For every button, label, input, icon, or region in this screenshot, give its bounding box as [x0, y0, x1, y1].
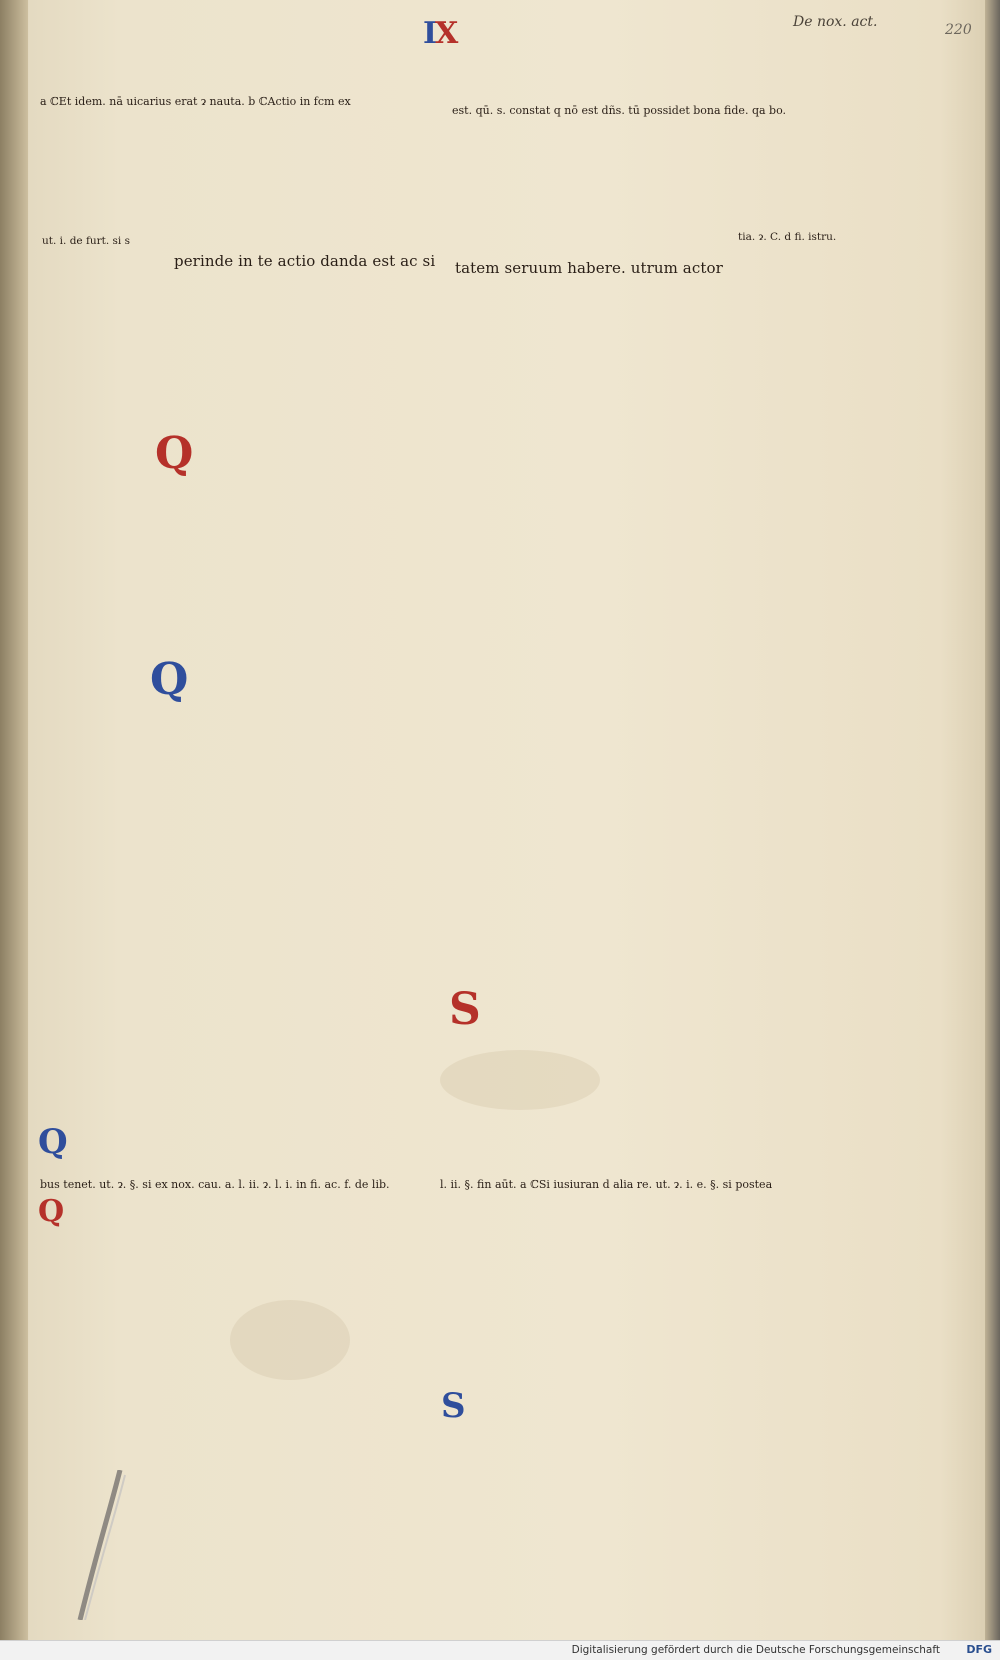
initial-s-bottom: S — [441, 1386, 466, 1426]
binding-gutter — [0, 0, 28, 1640]
bottom-right-gloss — [440, 1175, 870, 1465]
left-main-column — [174, 250, 436, 1175]
footer-bar — [0, 1640, 1000, 1660]
dfg-logo: DFG — [966, 1643, 992, 1656]
bottom-left-gloss — [40, 1175, 432, 1455]
folio-mark: IX — [423, 16, 457, 51]
book-clasp — [70, 1470, 130, 1620]
text-line: l. ii. §. fin aūt. a ℂSi iusiuran d alia re. ut. ɂ. i. e. §. si postea — [440, 1178, 773, 1191]
initial-q-second: Q — [150, 654, 189, 705]
page-edge — [985, 0, 1000, 1640]
text-line: tia. ɂ. C. d fi. istru. — [738, 231, 837, 243]
running-head: De nox. act. — [793, 14, 878, 30]
left-margin-gloss — [42, 232, 146, 1142]
initial-q-margin: Q — [38, 1122, 68, 1162]
text-line: tatem seruum habere. utrum actor — [455, 259, 723, 277]
right-margin-gloss — [738, 228, 872, 1178]
initial-q-margin-second: Q — [38, 1194, 65, 1229]
right-main-column — [455, 257, 723, 1192]
right-top-gloss — [452, 101, 872, 221]
footer-credit: Digitalisierung gefördert durch die Deutsche Forschungsgemeinschaft — [571, 1644, 940, 1656]
initial-s: S — [449, 984, 481, 1035]
text-line: bus tenet. ut. ɂ. §. si ex nox. cau. a. l. ii. ɂ. l. i. in fi. ac. f. de lib. — [40, 1178, 390, 1191]
text-line: est. qū. s. constat q nō est dñs. tū possidet bona fide. qa bo. — [452, 104, 787, 117]
text-line: perinde in te actio danda est ac si — [174, 252, 436, 270]
text-line: ut. i. de furt. si s — [42, 235, 130, 247]
text-line: a ℂEt idem. nā uicarius erat ɂ nauta. b ℂActio in fcm ex — [40, 95, 351, 108]
top-left-gloss — [40, 92, 428, 232]
initial-q: Q — [155, 428, 194, 479]
page-number: 220 — [945, 22, 972, 38]
